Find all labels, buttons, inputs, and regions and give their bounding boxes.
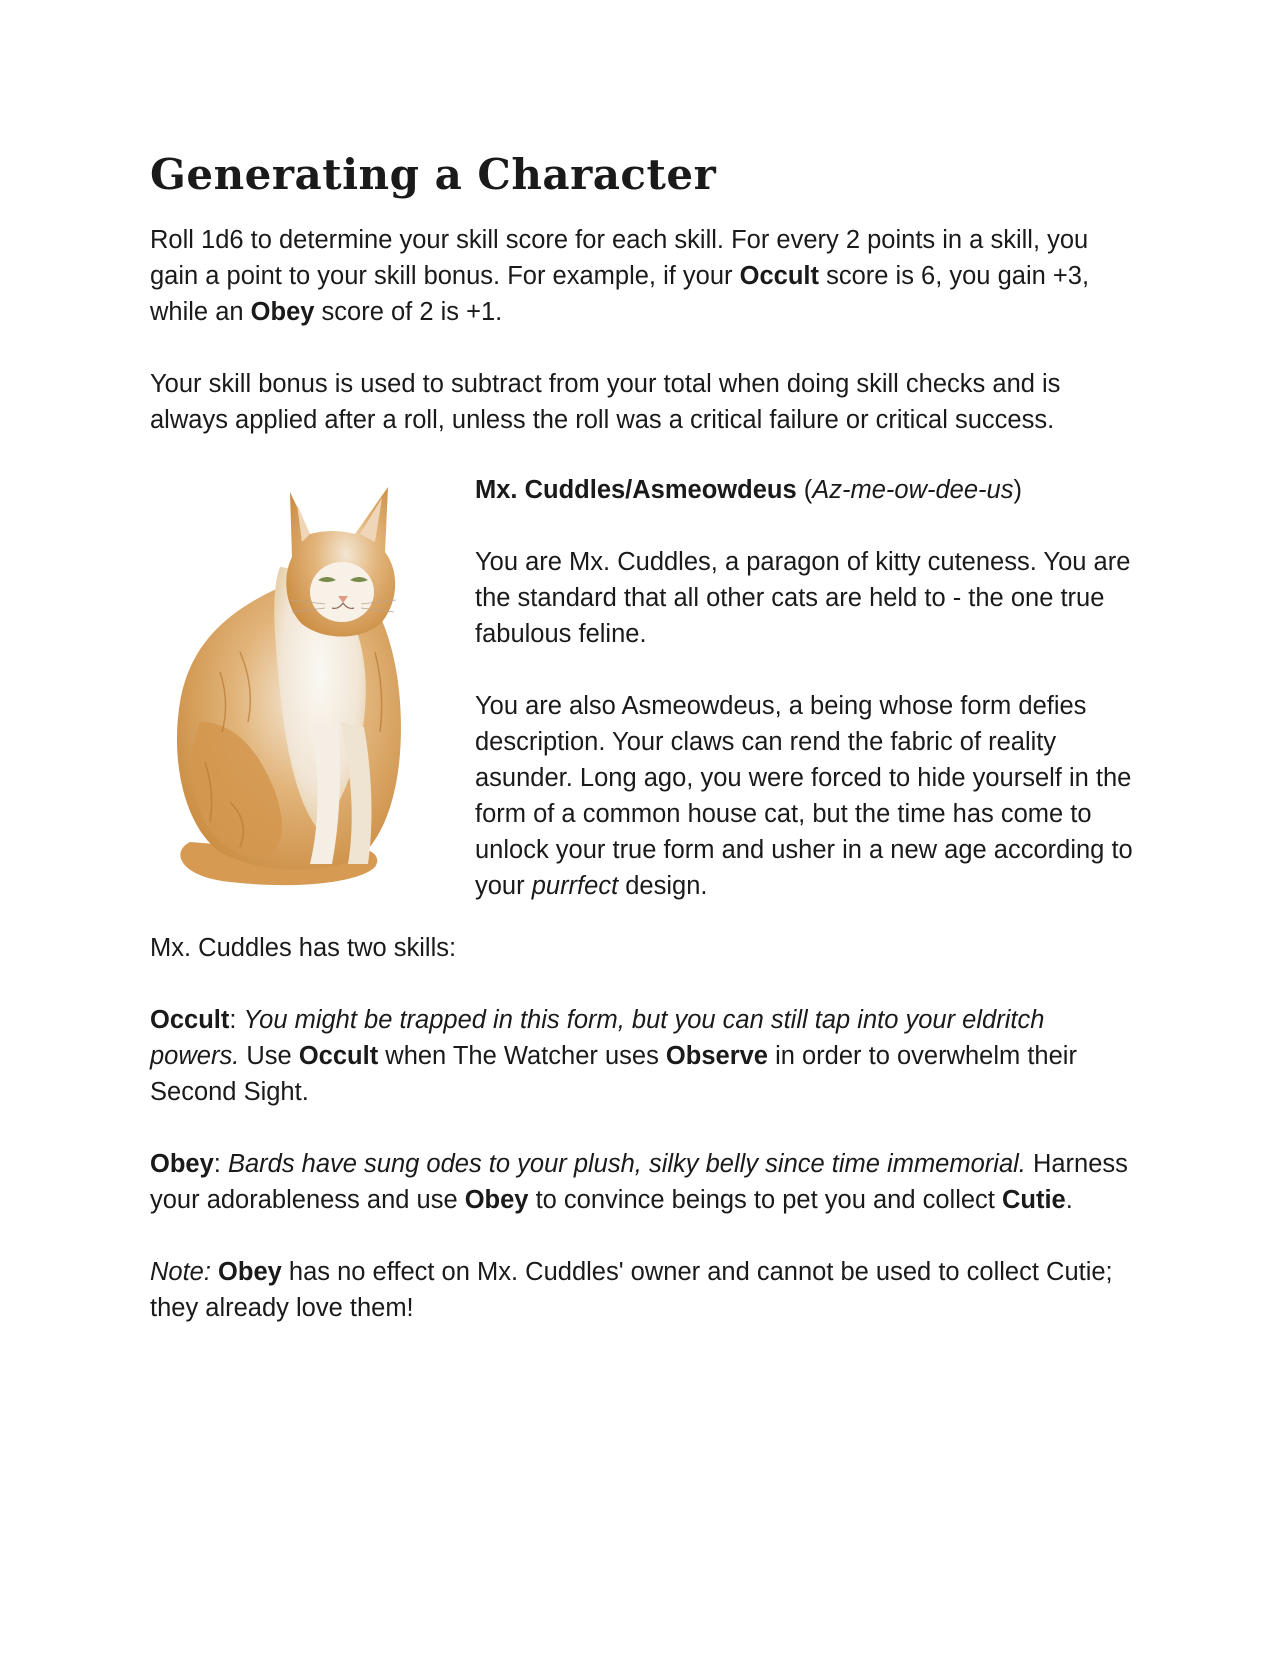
occult-term: Occult (739, 262, 819, 291)
observe-term: Observe (665, 1042, 768, 1071)
skill-flavor: You might be trapped in this form, but you can still tap into your eldritch powers. (150, 1006, 1045, 1071)
page-title: Generating a Character (150, 150, 717, 199)
character-paragraph-2: You are also Asmeowdeus, a being whose form defies description. Your claws can rend the fabric of reality asunder. Long ago, you were forced to hide yourself in the form of a common house cat, but the time has come to unlock your true form and usher in a new age according to your purrfect design. (475, 692, 1133, 901)
character-paragraph-1: You are Mx. Cuddles, a paragon of kitty cuteness. You are the standard that all other cats are held to - the one true fabulous feline. (475, 548, 1131, 649)
skill-name: Obey (150, 1150, 214, 1179)
character-pronunciation: Az-me-ow-dee-us (812, 476, 1014, 505)
skill-occult: Occult: You might be trapped in this form, but you can still tap into your eldritch powers. Use Occult when The Watcher uses Observe in order to overwhelm their Second Sight. (150, 1006, 1077, 1107)
skills-intro: Mx. Cuddles has two skills: (150, 934, 457, 963)
document-page (150, 150, 1133, 1326)
cutie-term: Cutie (1001, 1186, 1066, 1215)
character-section (150, 472, 1133, 914)
skill-flavor: Bards have sung odes to your plush, silky belly since time immemorial. (227, 1150, 1026, 1179)
purrfect-word: purrfect (531, 872, 619, 901)
character-name: Mx. Cuddles/Asmeowdeus (475, 476, 797, 505)
intro-paragraph-1: Roll 1d6 to determine your skill score for each skill. For every 2 points in a skill, you gain a point to your skill bonus. For example, if your Occult score is 6, you gain +3, while an Obey score of 2 is +1. (150, 226, 1090, 327)
obey-term: Obey (218, 1258, 282, 1287)
note-paragraph: Note: Obey has no effect on Mx. Cuddles' owner and cannot be used to collect Cutie; they already love them! (150, 1258, 1113, 1323)
intro-paragraph-2: Your skill bonus is used to subtract from your total when doing skill checks and is always applied after a roll, unless the roll was a critical failure or critical success. (150, 370, 1061, 435)
skill-name: Occult (150, 1006, 230, 1035)
skill-obey: Obey: Bards have sung odes to your plush, silky belly since time immemorial. Harness your adorableness and use Obey to convince beings to pet you and collect Cutie. (150, 1150, 1128, 1215)
cat-illustration (160, 472, 440, 902)
character-description (475, 472, 1135, 904)
character-heading: Mx. Cuddles/Asmeowdeus (Az-me-ow-dee-us) (475, 476, 1022, 505)
note-label: Note: (150, 1258, 211, 1287)
obey-term: Obey (250, 298, 315, 327)
